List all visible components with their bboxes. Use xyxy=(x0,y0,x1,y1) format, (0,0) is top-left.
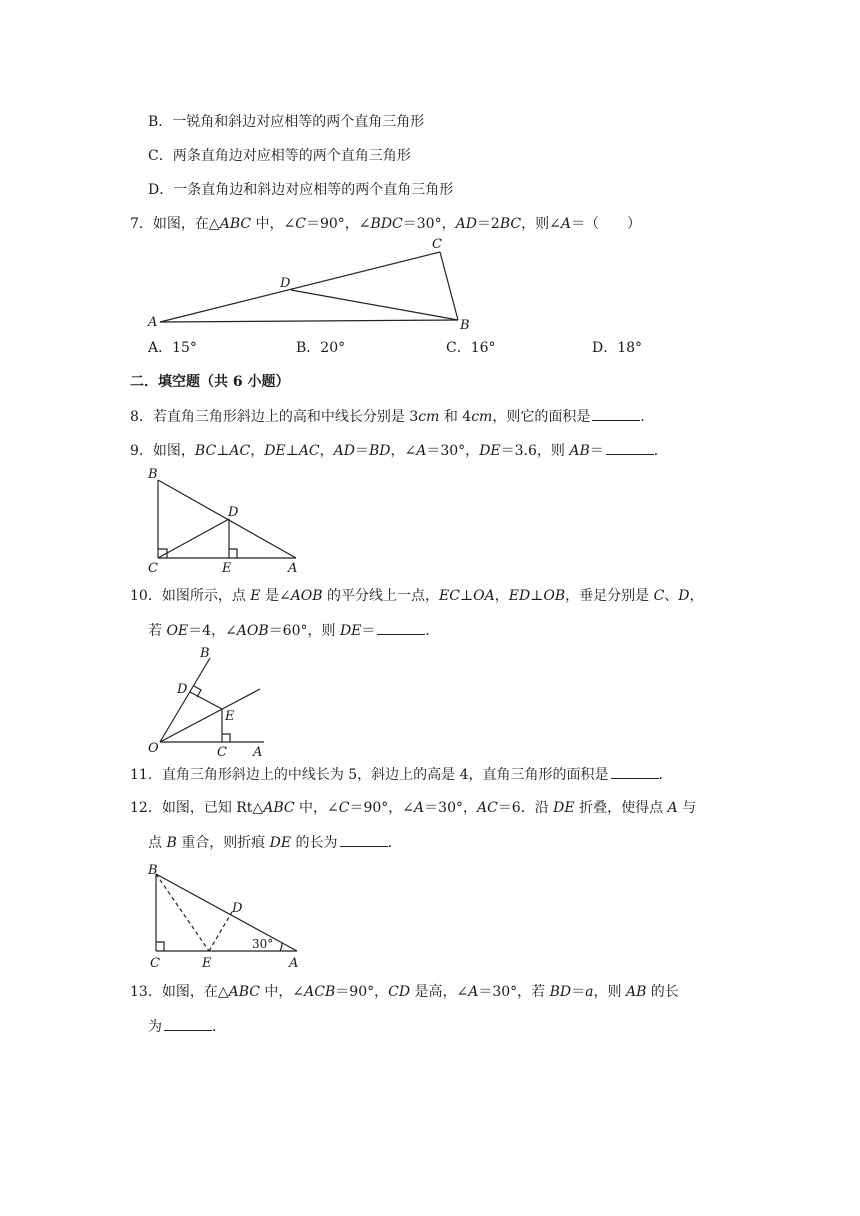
q13-stem-line1: 13．如图，在△ABC 中，∠ACB＝90°，CD 是高，∠A＝30°，若 BD＝a，则 AB 的长 xyxy=(130,984,679,1000)
q9-stem: 9．如图，BC⊥AC，DE⊥AC，AD＝BD，∠A＝30°，DE＝3.6，则 AB＝ ． xyxy=(130,440,668,461)
q13-stem-line2: 为 ． xyxy=(148,1016,226,1037)
q7-label-d: D xyxy=(280,276,291,291)
q12-label-d: D xyxy=(232,901,243,916)
q7-label-c: C xyxy=(432,237,442,252)
q7-label-a: A xyxy=(148,315,158,330)
q9-label-b: B xyxy=(148,467,158,482)
q12-label-c: C xyxy=(150,956,160,971)
q12-label-e: E xyxy=(202,956,212,971)
q9-label-e: E xyxy=(222,561,232,576)
q9-label-d: D xyxy=(228,505,239,520)
q7-stem: 7．如图，在△ABC 中，∠C＝90°，∠BDC＝30°，AD＝2BC，则∠A＝（ ） xyxy=(130,216,641,232)
q7-option-c: C．16° xyxy=(446,340,496,356)
q6-option-d: D．一条直角边和斜边对应相等的两个直角三角形 xyxy=(148,182,454,198)
q10-label-e: E xyxy=(225,709,235,724)
q11-stem: 11．直角三角形斜边上的中线长为 5，斜边上的高是 4，直角三角形的面积是 ． xyxy=(130,764,673,785)
q10-label-d: D xyxy=(177,682,188,697)
q10-label-o: O xyxy=(148,741,159,756)
q10-label-b: B xyxy=(200,646,210,661)
q9-label-c: C xyxy=(148,561,158,576)
q10-stem-line2: 若 OE＝4，∠AOB＝60°，则 DE＝ ． xyxy=(148,620,439,641)
q6-option-b: B．一锐角和斜边对应相等的两个直角三角形 xyxy=(148,114,425,130)
q12-label-b: B xyxy=(148,863,158,878)
q7-option-a: A．15° xyxy=(148,340,197,356)
q10-label-a: A xyxy=(253,745,263,760)
q7-option-d: D．18° xyxy=(592,340,643,356)
q12-stem-line1: 12．如图，已知 Rt△ABC 中，∠C＝90°，∠A＝30°，AC＝6．沿 DE 折叠，使得点 A 与 xyxy=(130,800,697,816)
section-heading: 二．填空题（共 6 小题） xyxy=(130,374,290,390)
q10-label-c: C xyxy=(217,745,227,760)
q12-label-a: A xyxy=(289,956,299,971)
q9-label-a: A xyxy=(288,561,298,576)
q12-label-angle: 30° xyxy=(252,937,274,951)
q7-label-b: B xyxy=(460,318,470,333)
q7-option-b: B．20° xyxy=(296,340,346,356)
q6-option-c: C．两条直角边对应相等的两个直角三角形 xyxy=(148,148,411,164)
q13-answer-blank[interactable] xyxy=(164,1016,212,1031)
q12-stem-line2: 点 B 重合，则折痕 DE 的长为 ． xyxy=(148,832,402,853)
q10-stem-line1: 10．如图所示，点 E 是∠AOB 的平分线上一点，EC⊥OA，ED⊥OB，垂足分别是 C、D， xyxy=(130,588,704,604)
q8-stem: 8．若直角三角形斜边上的高和中线长分别是 3cm 和 4cm，则它的面积是 ． xyxy=(130,406,654,427)
